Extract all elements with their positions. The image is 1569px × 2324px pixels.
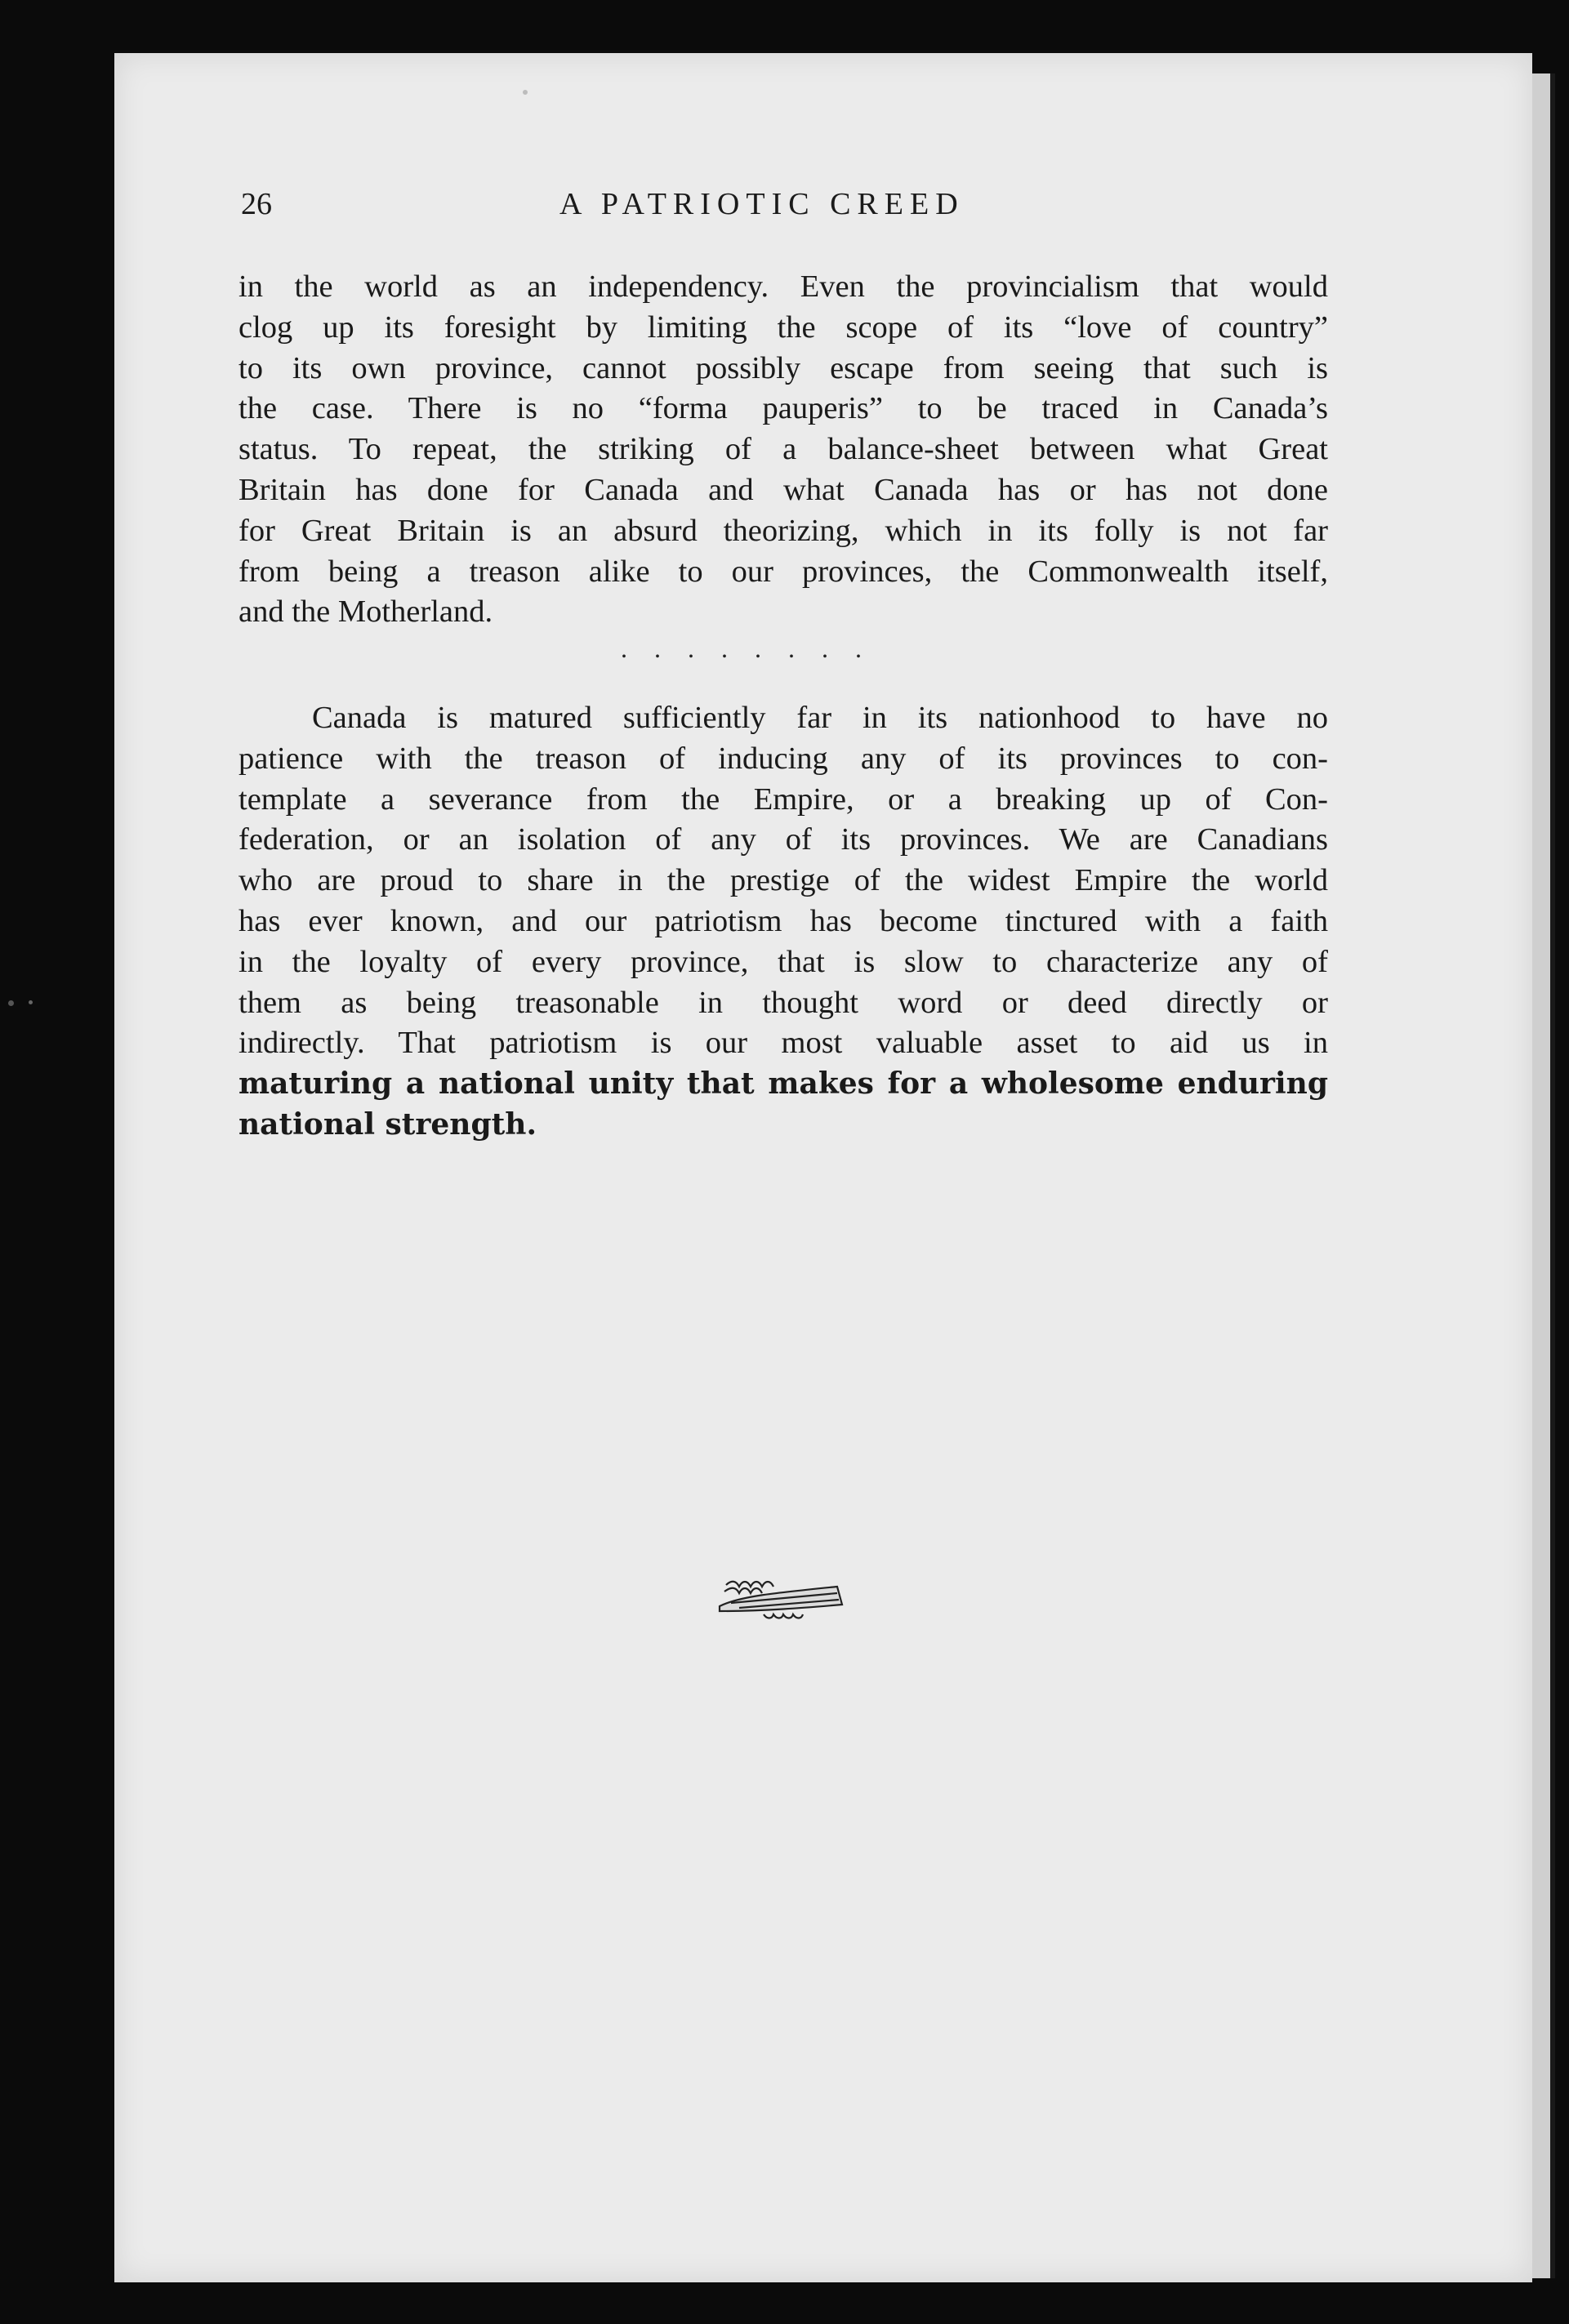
scan-speck xyxy=(29,1000,33,1004)
text-line: federation, or an isolation of any of its provinces. We are Canadians xyxy=(238,822,1328,857)
text-line: and the Motherland. xyxy=(238,594,493,630)
text-line: to its own province, cannot possibly escape from seeing that such is xyxy=(238,350,1328,385)
text-line: patience with the treason of inducing any of its provinces to con- xyxy=(238,741,1328,776)
page-header xyxy=(241,186,1327,235)
text-line: indirectly. That patriotism is our most valuable asset to aid us in xyxy=(238,1026,1328,1061)
text-line: clog up its foresight by limiting the scope of its “love of country” xyxy=(238,309,1328,345)
text-line: status. To repeat, the striking of a balance-sheet between what Great xyxy=(238,432,1328,467)
text-line: template a severance from the Empire, or a breaking up of Con- xyxy=(238,781,1328,817)
paragraph xyxy=(238,698,1328,1146)
text-line: for Great Britain is an absurd theorizing, which in its folly is not far xyxy=(238,513,1328,548)
text-line: national strength. xyxy=(238,1106,537,1142)
paragraph-continued xyxy=(238,267,1328,633)
text-line: Canada is matured sufficiently far in its nationhood to have no xyxy=(312,701,1328,735)
text-line: them as being treasonable in thought word or deed directly or xyxy=(238,985,1328,1020)
text-line: from being a treason alike to our provinces, the Commonwealth itself, xyxy=(238,554,1328,589)
scan-speck xyxy=(8,1000,14,1006)
scan-speck xyxy=(523,90,528,95)
page-number: 26 xyxy=(241,187,272,221)
running-head: A PATRIOTIC CREED xyxy=(559,187,965,221)
text-line: in the loyalty of every province, that is slow to characterize any of xyxy=(238,944,1328,979)
scan-border xyxy=(1550,73,1555,2278)
tailpiece-ornament-icon xyxy=(715,1572,845,1621)
text-line: in the world as an independency. Even the provincialism that would xyxy=(238,269,1328,304)
text-line: Britain has done for Canada and what Canada has or has not done xyxy=(238,472,1328,507)
section-separator-dots: ........ xyxy=(621,634,889,663)
text-line: has ever known, and our patriotism has become tinctured with a faith xyxy=(238,903,1328,938)
text-line: the case. There is no “forma pauperis” to be traced in Canada’s xyxy=(238,391,1328,426)
text-line: who are proud to share in the prestige of the widest Empire the world xyxy=(238,863,1328,898)
text-line: maturing a national unity that makes for a wholesome enduring xyxy=(238,1066,1328,1102)
